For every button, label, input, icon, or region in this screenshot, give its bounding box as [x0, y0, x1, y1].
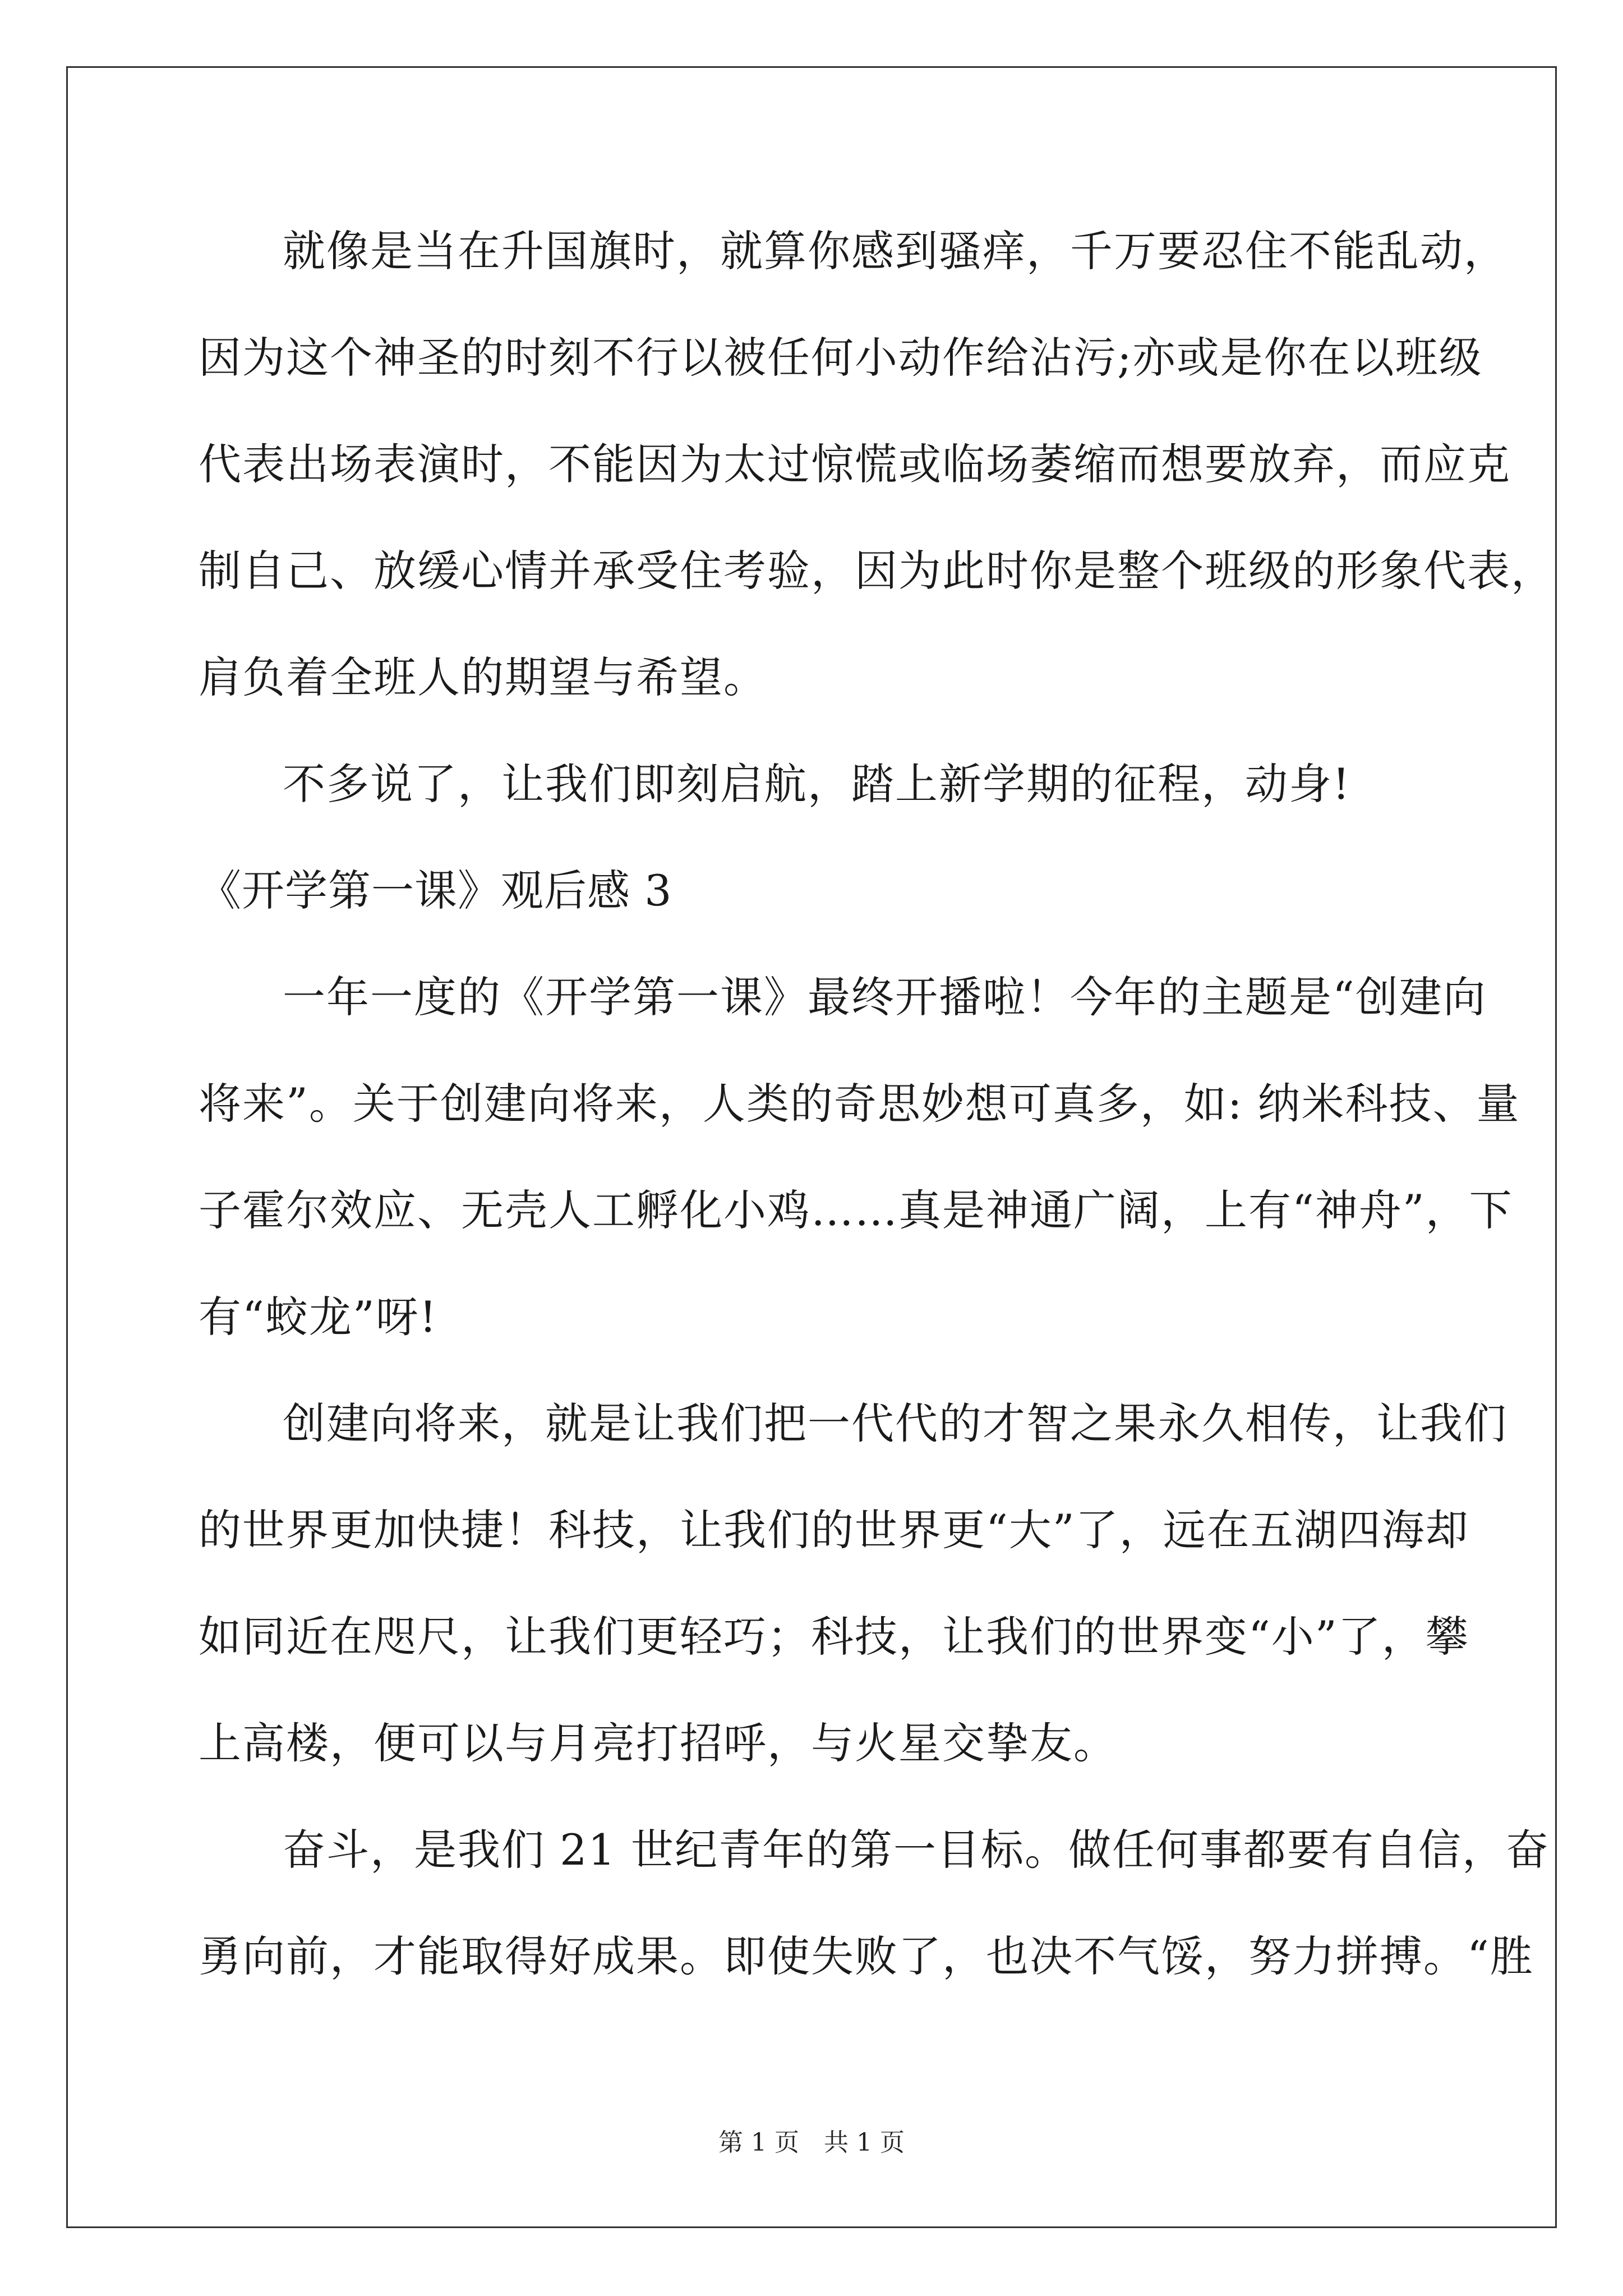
paragraph-line: 将来”。关于创建向将来，人类的奇思妙想可真多，如: 纳米科技、量	[199, 1079, 1520, 1129]
paragraph-line: 就像是当在升国旗时，就算你感到骚痒，千万要忍住不能乱动，	[283, 226, 1507, 276]
page-border	[66, 66, 1557, 2228]
paragraph-line: 上高楼，便可以与月亮打招呼，与火星交挚友。	[199, 1718, 1117, 1768]
paragraph-line: 制自己、放缓心情并承受住考验，因为此时你是整个班级的形象代表，	[199, 546, 1555, 596]
paragraph-line: 奋斗，是我们 21 世纪青年的第一目标。做任何事都要有自信，奋	[283, 1825, 1550, 1875]
paragraph-line: 子霍尔效应、无壳人工孵化小鸡……真是神通广阔，上有“神舟”，下	[199, 1185, 1513, 1235]
paragraph-line: 不多说了，让我们即刻启航，踏上新学期的征程，动身!	[283, 759, 1351, 809]
paragraph-line: 有“蛟龙”呀!	[199, 1292, 438, 1342]
paragraph-line: 代表出场表演时，不能因为太过惊慌或临场萎缩而想要放弃，而应克	[199, 439, 1511, 489]
paragraph-line: 勇向前，才能取得好成果。即使失败了，也决不气馁，努力拼搏。“胜	[199, 1931, 1534, 1981]
paragraph-line: 创建向将来，就是让我们把一代代的才智之果永久相传，让我们	[283, 1398, 1507, 1448]
paragraph-line: 肩负着全班人的期望与希望。	[199, 652, 767, 702]
paragraph-line: 因为这个神圣的时刻不行以被任何小动作给沾污;亦或是你在以班级	[199, 333, 1483, 383]
section-heading: 《开学第一课》观后感 3	[199, 866, 672, 915]
paragraph-line: 的世界更加快捷！科技，让我们的世界更“大”了，远在五湖四海却	[199, 1505, 1469, 1555]
page-footer: 第 1 页 共 1 页	[718, 2128, 905, 2157]
paragraph-line: 如同近在咫尺，让我们更轻巧；科技，让我们的世界变“小”了，攀	[199, 1612, 1469, 1662]
paragraph-line: 一年一度的《开学第一课》最终开播啦！今年的主题是“创建向	[283, 972, 1487, 1022]
